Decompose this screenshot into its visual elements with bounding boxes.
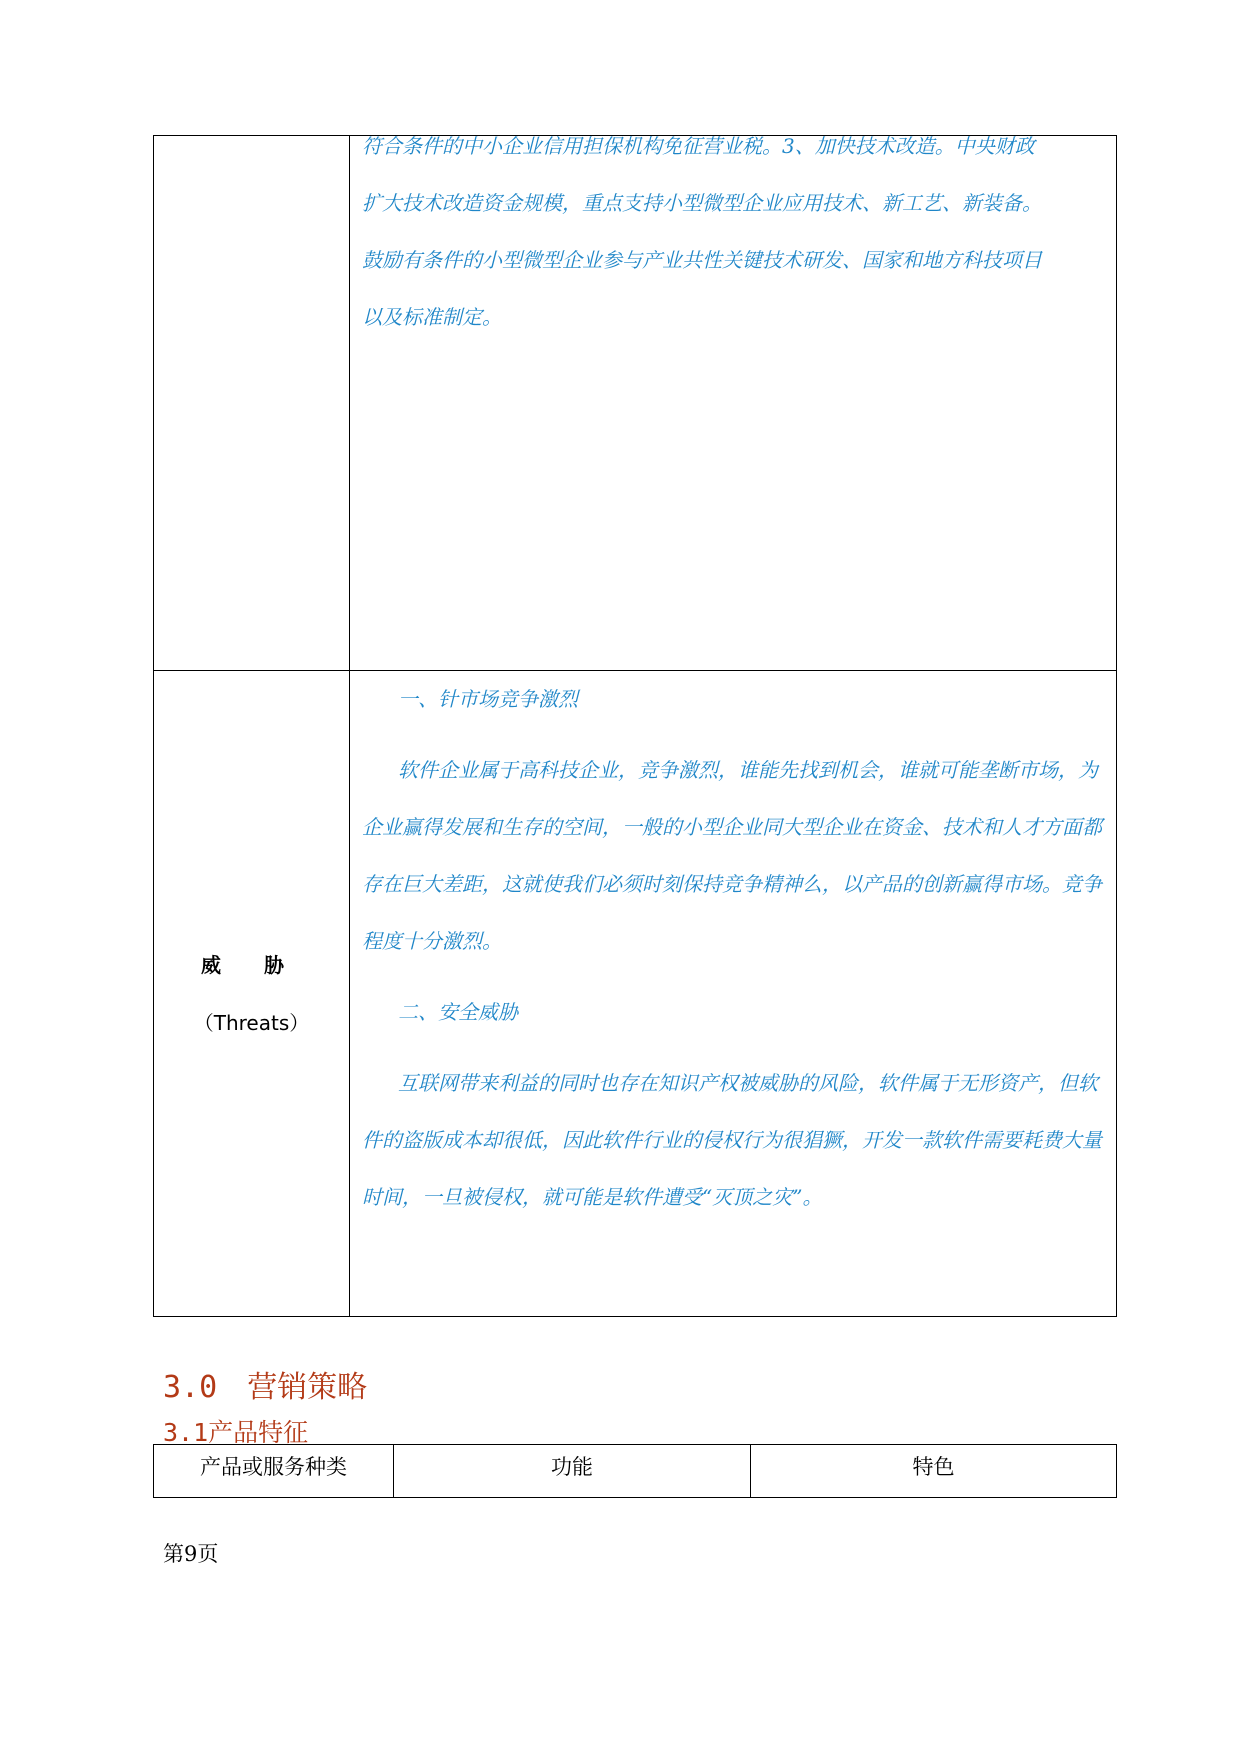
text-line: 鼓励有条件的小型微型企业参与产业共性关键技术研发、国家和地方科技项目 [362, 248, 1042, 272]
threat-heading-security: 二、安全威胁 [398, 1000, 518, 1024]
swot-label-cell-empty [154, 136, 350, 671]
text-line: 符合条件的中小企业信用担保机构免征营业税。3、加快技术改造。中央财政 [362, 134, 1035, 158]
swot-table [153, 135, 1117, 1317]
section-title: 产品特征 [208, 1418, 309, 1447]
section-title: 营销策略 [247, 1370, 368, 1405]
threats-label-en: （Threats） [193, 1011, 310, 1035]
threat-paragraph-competition: 软件企业属于高科技企业，竞争激烈，谁能先找到机会，谁就可能垄断市场，为企业赢得发展和生存的空间，一般的小型企业同大型企业在资金、技术和人才方面都存在巨大差距，这就使我们必须时刻保持竞争精神么，以产品的创新赢得市场。竞争程度十分激烈。 [362, 758, 1102, 953]
swot-content-cell [350, 136, 1117, 671]
page-number: 第9页 [163, 1542, 219, 1566]
threats-text [350, 671, 1116, 1226]
threats-label-cn: 威 胁 [201, 953, 302, 977]
section-number: 3.0 [163, 1370, 218, 1405]
section-heading-3-0 [163, 1362, 367, 1406]
text-line: 以及标准制定。 [362, 305, 502, 329]
col-header-feature: 特色 [751, 1445, 1117, 1498]
threat-heading-competition: 一、针市场竞争激烈 [398, 687, 578, 711]
product-feature-table [153, 1444, 1117, 1498]
section-number: 3.1 [163, 1418, 209, 1447]
swot-row-threats [154, 671, 1117, 1317]
table-header-row [154, 1445, 1117, 1498]
continued-text [350, 118, 1116, 346]
text-line: 扩大技术改造资金规模，重点支持小型微型企业应用技术、新工艺、新装备。 [362, 191, 1042, 215]
threats-content-cell [350, 671, 1117, 1317]
col-header-function: 功能 [394, 1445, 751, 1498]
threat-paragraph-security: 互联网带来利益的同时也存在知识产权被威胁的风险，软件属于无形资产，但软件的盗版成本却很低，因此软件行业的侵权行为很猖獗，开发一款软件需要耗费大量时间，一旦被侵权，就可能是软件遭受“灭顶之灾”。 [362, 1071, 1102, 1209]
swot-row-continued [154, 136, 1117, 671]
threats-label-cell [154, 671, 350, 1317]
col-header-product-type: 产品或服务种类 [154, 1445, 394, 1498]
